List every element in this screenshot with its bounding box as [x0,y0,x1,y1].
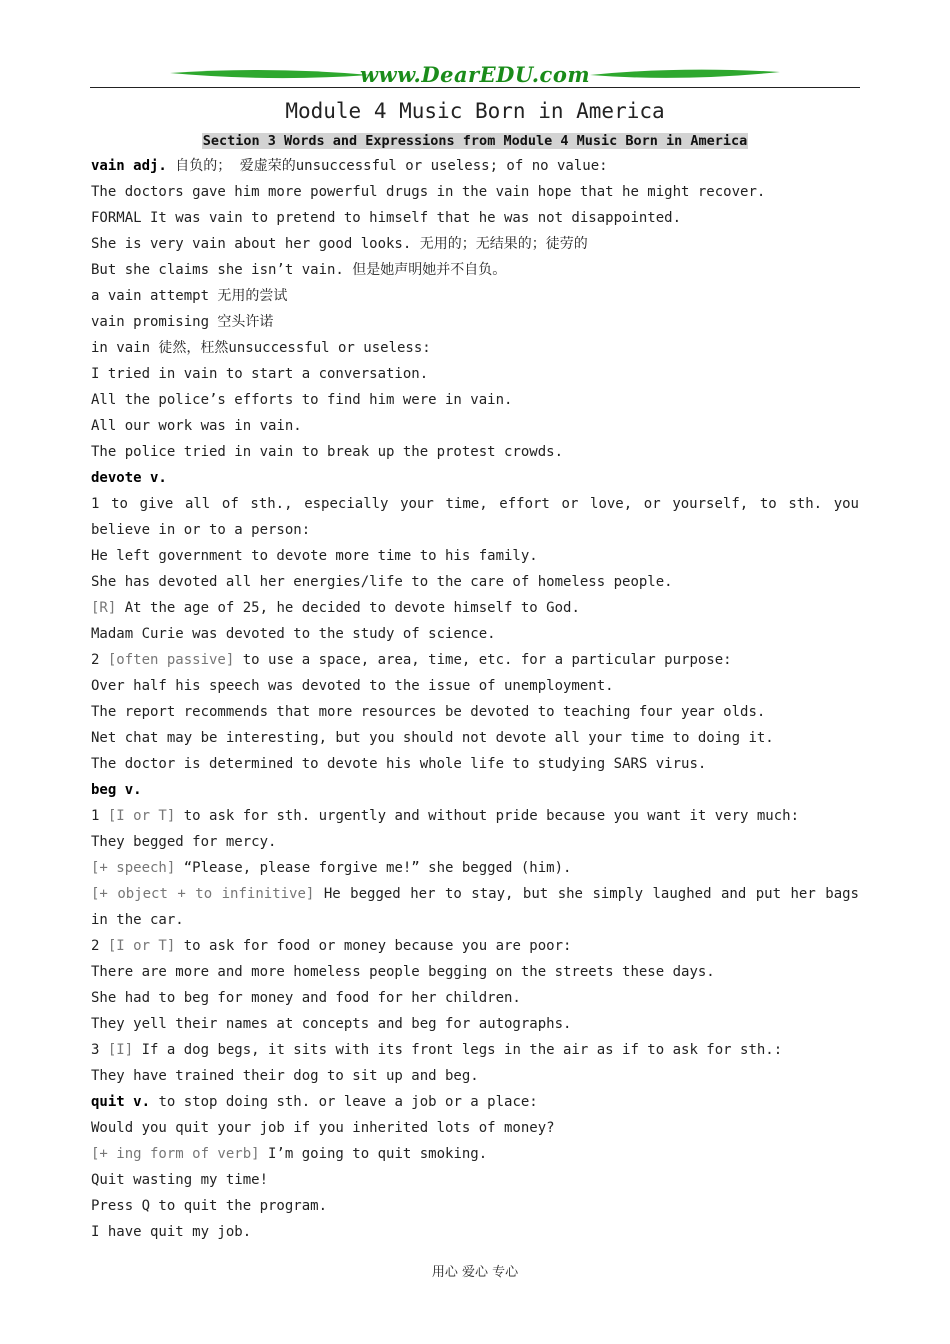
text-line [91,1037,859,1063]
line-text: They begged for mercy. [91,834,277,850]
line-text: The doctors gave him more powerful drugs in the vain hope that he might recover. [91,184,766,200]
sense-number: 1 [91,808,108,824]
line-text: Would you quit your job if you inherited lots of money? [91,1120,555,1136]
text-line [91,803,859,829]
text-line [91,933,859,959]
line-text: There are more and more homeless people begging on the streets these days. [91,964,715,980]
text-line [91,439,859,465]
line-text: 1 to give all of sth., especially your time, effort or love, or yourself, to sth. you believe in or to a person: [91,496,859,538]
text-line [91,595,859,621]
sense-number: 3 [91,1042,108,1058]
line-text: Over half his speech was devoted to the issue of unemployment. [91,678,614,694]
text-line [91,1011,859,1037]
line-text: “Please, please forgive me!” she begged (him). [175,860,572,876]
text-line [91,855,859,881]
text-line [91,543,859,569]
text-line [91,699,859,725]
text-line [91,335,859,361]
line-text: But she claims she isn’t vain. 但是她声明她并不自负。 [91,262,507,278]
text-line [91,881,859,933]
text-line [91,569,859,595]
grammar-tag: [+ object + to infinitive] [91,886,315,902]
line-text: a vain attempt 无用的尝试 [91,288,288,304]
grammar-tag: [+ speech] [91,860,176,876]
text-line [91,621,859,647]
line-text: They yell their names at concepts and beg for autographs. [91,1016,572,1032]
grammar-tag: [I] [107,1042,134,1058]
line-text: All our work was in vain. [91,418,302,434]
line-text: vain promising 空头许诺 [91,314,274,330]
grammar-tag: [I or T] [107,938,176,954]
line-text: Press Q to quit the program. [91,1198,328,1214]
page-footer: 用心 爱心 专心 [431,1265,519,1280]
line-text: to ask for sth. urgently and without pride because you want it very much: [175,808,800,824]
entry-headword-line [91,777,859,803]
text-line [91,1193,859,1219]
text-line [91,647,859,673]
line-text: to ask for food or money because you are poor: [175,938,572,954]
headword: quit v. [91,1094,151,1110]
line-text: in vain 徒然，枉然unsuccessful or useless: [91,340,431,356]
headword: beg v. [91,782,142,798]
text-line [91,309,859,335]
document-body [91,153,859,1245]
line-text: I have quit my job. [91,1224,252,1240]
line-text: to use a space, area, time, etc. for a particular purpose: [234,652,732,668]
text-line [91,387,859,413]
line-text: He begged her to stay, but she simply laughed and put her bags in the car. [91,886,859,928]
line-text: FORMAL It was vain to pretend to himself that he was not disappointed. [91,210,682,226]
page-subtitle [0,130,950,149]
text-line [91,1141,859,1167]
line-text: She had to beg for money and food for her children. [91,990,521,1006]
entry-headword-line [91,465,859,491]
entry-headword-line [91,1089,859,1115]
green-swoosh-left [170,68,370,82]
site-header [90,58,860,90]
line-text: to stop doing sth. or leave a job or a place: [150,1094,538,1110]
line-text: Madam Curie was devoted to the study of science. [91,626,496,642]
text-line [91,283,859,309]
headword: devote v. [91,470,167,486]
line-text: If a dog begs, it sits with its front legs in the air as if to ask for sth.: [133,1042,783,1058]
line-text: At the age of 25, he decided to devote himself to God. [116,600,580,616]
line-text: They have trained their dog to sit up and beg. [91,1068,479,1084]
grammar-tag: [I or T] [107,808,176,824]
text-line [91,179,859,205]
text-line [91,673,859,699]
line-text: She is very vain about her good looks. 无用的；无结果的；徒劳的 [91,236,588,252]
page-title: Module 4 Music Born in America [285,99,665,123]
line-text: I’m going to quit smoking. [259,1146,488,1162]
sense-number: 2 [91,938,108,954]
line-text: I tried in vain to start a conversation. [91,366,429,382]
line-text: Quit wasting my time! [91,1172,269,1188]
text-line [91,1063,859,1089]
text-line [91,751,859,777]
text-line [91,1167,859,1193]
text-line [91,257,859,283]
line-text: He left government to devote more time to his family. [91,548,538,564]
line-text: Net chat may be interesting, but you should not devote all your time to doing it. [91,730,774,746]
green-swoosh-right [590,68,780,82]
line-text: 自负的； 爱虚荣的unsuccessful or useless; of no value: [166,158,608,174]
text-line [91,491,859,543]
text-line [91,1219,859,1245]
subtitle-text: Section 3 Words and Expressions from Module 4 Music Born in America [202,133,748,149]
grammar-tag: [often passive] [107,652,235,668]
line-text: She has devoted all her energies/life to the care of homeless people. [91,574,673,590]
text-line [91,725,859,751]
entry-headword-line [91,153,859,179]
text-line [91,361,859,387]
grammar-tag: [R] [91,600,117,616]
text-line [91,985,859,1011]
line-text: The police tried in vain to break up the protest crowds. [91,444,564,460]
text-line [91,1115,859,1141]
grammar-tag: [+ ing form of verb] [91,1146,260,1162]
headword: vain adj. [91,158,167,174]
line-text: The report recommends that more resources be devoted to teaching four year olds. [91,704,766,720]
text-line [91,413,859,439]
text-line [91,829,859,855]
sense-number: 2 [91,652,108,668]
header-rule [90,87,860,88]
line-text: The doctor is determined to devote his whole life to studying SARS virus. [91,756,707,772]
text-line [91,231,859,257]
line-text: All the police’s efforts to find him were in vain. [91,392,513,408]
site-logo[interactable]: www.DearEDU.com [359,62,591,87]
text-line [91,205,859,231]
text-line [91,959,859,985]
